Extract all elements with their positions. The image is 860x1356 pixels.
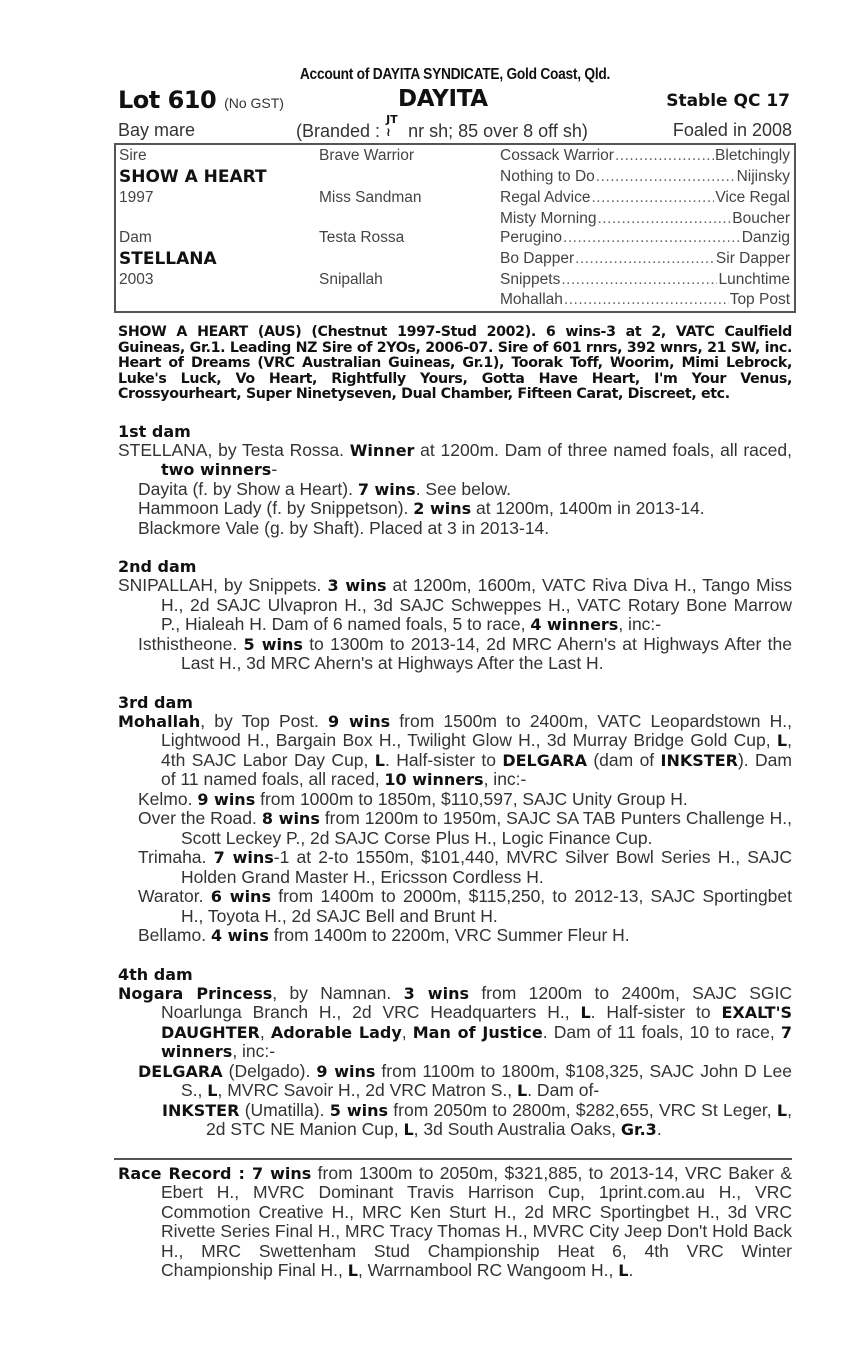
race-record-divider — [114, 1158, 792, 1160]
grandparent-sire: Nijinsky — [736, 168, 790, 185]
text-run: , by Top Post. — [200, 710, 328, 731]
dam-label: Dam — [119, 229, 152, 246]
bold-text: 5 wins — [329, 1100, 389, 1120]
dam-section — [118, 558, 792, 674]
bold-text: 9 wins — [197, 789, 256, 809]
bold-text: 6 wins — [210, 887, 271, 906]
text-run: at 1200m, 1600m, VATC Riva Diva H., Tango Miss H., 2d SAJC Ulvapron H., 3d SAJC Schweppes H., VATC Rotary Bone Marrow P., Hialeah H. Dam of 6 named foals, 5 to race, — [161, 575, 792, 634]
leader-dots — [575, 250, 715, 268]
race-record — [118, 1164, 792, 1281]
bold-text: Winner — [349, 440, 415, 460]
text-run: Isthistheone. — [138, 633, 244, 654]
bold-text: 7 wins — [213, 848, 274, 867]
progeny-entry — [118, 790, 792, 810]
grandparent-name: Snippets — [500, 271, 561, 288]
text-run: from 1200m to 1950m, SAJC SA TAB Punters Challenge H., Scott Leckey P., 2d SAJC Corse Plus H., Logic Finance Cup. — [181, 808, 793, 848]
text-run: , inc:- — [232, 1041, 276, 1061]
dam-year: 2003 — [119, 271, 154, 288]
text-run: at 1200m. Dam of three named foals, all raced, — [414, 439, 792, 460]
lot-label: Lot 610 — [118, 86, 217, 114]
text-run: . Half-sister to — [590, 1002, 722, 1022]
text-run: , — [401, 1021, 413, 1042]
text-run: Trimaha. — [138, 847, 214, 867]
grandparent-name: Bo Dapper — [500, 250, 575, 267]
dam-entry — [118, 441, 792, 480]
bold-text: EXALT'S DAUGHTER — [161, 1003, 792, 1042]
text-run: (Umatilla). — [239, 1099, 330, 1120]
horse-name: DAYITA — [398, 86, 488, 112]
sex-colour: Bay mare — [118, 120, 196, 140]
text-run: Dayita (f. by Show a Heart). — [138, 478, 358, 499]
text-run: (dam of — [586, 749, 661, 770]
text-run: Blackmore Vale (g. by Shaft). Placed at 3 in 2013-14. — [138, 517, 550, 538]
grandparent-sire: Lunchtime — [718, 271, 790, 288]
text-run: , 3d South Australia Oaks, — [413, 1119, 621, 1139]
grandparent-row — [500, 291, 790, 309]
progeny-entry — [118, 848, 792, 887]
bold-text: L — [374, 750, 385, 770]
bold-text: Race Record : 7 wins — [118, 1163, 312, 1183]
horse-details — [118, 114, 792, 142]
grandparent-sire: Top Post — [729, 291, 790, 308]
grandparent-name: Perugino — [500, 229, 563, 246]
text-run: Over the Road. — [138, 808, 262, 828]
progeny-entry — [118, 480, 792, 500]
bold-text: 10 winners — [384, 770, 484, 789]
progeny-entry — [118, 635, 792, 674]
leader-dots — [563, 229, 741, 247]
grandparent-name: Nothing to Do — [500, 168, 595, 185]
brand-mark-icon — [385, 113, 403, 140]
bold-text: 8 wins — [261, 809, 320, 828]
bold-text: Mohallah — [118, 711, 201, 731]
grandparent-row — [500, 250, 790, 268]
text-run: from 1000m to 1850m, $110,597, SAJC Unity Group H. — [255, 788, 688, 809]
grandparent-sire: Sir Dapper — [715, 250, 790, 267]
grandparent-row — [500, 189, 790, 207]
bold-text: 3 wins — [327, 576, 387, 595]
bold-text: 3 wins — [403, 983, 469, 1003]
sire-name: SHOW A HEART — [119, 167, 267, 187]
grandparent-row — [500, 271, 790, 289]
text-run: at 1200m, 1400m in 2013-14. — [471, 498, 705, 518]
bold-text: DELGARA — [138, 1061, 223, 1081]
section-heading: 4th dam — [118, 964, 193, 984]
foaled-year: Foaled in 2008 — [672, 120, 792, 140]
text-run: ). Dam of 11 named foals, all raced, — [161, 749, 792, 789]
grandparent-row — [500, 210, 790, 228]
brand-mark-bottom: ≀ — [386, 125, 391, 139]
bold-text: L — [517, 1081, 528, 1100]
text-run: - — [271, 459, 278, 479]
dam-dam: Snipallah — [319, 271, 383, 288]
bold-text: L — [776, 1100, 788, 1120]
bold-text: 7 winners — [161, 1022, 792, 1061]
bold-text: Gr.3 — [620, 1120, 657, 1139]
dam-section — [118, 966, 792, 1140]
bold-text: INKSTER — [660, 750, 738, 770]
dam-section — [118, 423, 792, 539]
sire-year: 1997 — [119, 189, 154, 206]
progeny-entry — [118, 499, 792, 519]
text-run: , by Namnan. — [272, 982, 404, 1003]
bold-text: DELGARA — [502, 750, 587, 770]
text-run: , Warrnambool RC Wangoom H., — [357, 1260, 619, 1280]
text-run: from 1100m to 1800m, $108,325, SAJC John D Lee S., — [181, 1060, 792, 1100]
text-run: from 1400m to 2000m, $115,250, to 2012-13, SAJC Sportingbet H., Toyota H., 2d SAJC Bell and Brunt H. — [181, 886, 793, 926]
dam-entry — [118, 984, 792, 1062]
leader-dots — [615, 147, 714, 165]
brand-description — [296, 113, 588, 142]
family-sections — [118, 423, 792, 1140]
bold-text: L — [580, 1003, 591, 1022]
leader-dots — [597, 210, 731, 228]
section-heading: 3rd dam — [118, 692, 193, 712]
lot-number — [118, 86, 284, 114]
grandparent-name: Regal Advice — [500, 189, 591, 206]
section-heading: 1st dam — [118, 421, 191, 441]
dam-sire: Testa Rossa — [319, 229, 405, 246]
dam-section — [118, 694, 792, 946]
bold-text: Man of Justice — [412, 1022, 543, 1042]
lot-header — [118, 86, 792, 114]
bold-text: 4 winners — [530, 615, 619, 634]
grandparent-row — [500, 168, 790, 186]
grandparent-name: Misty Morning — [500, 210, 597, 227]
text-run: -1 at 2-to 1550m, $101,440, MVRC Silver Bowl Series H., SAJC Holden Grand Master H., Ericsson Cordless H. — [181, 847, 792, 887]
grandparent-sire: Vice Regal — [715, 189, 790, 206]
bold-text: 4 wins — [210, 926, 269, 945]
bold-text: 9 wins — [327, 711, 391, 731]
text-run: , inc:- — [483, 769, 527, 789]
text-run: from 1200m to 2400m, SAJC SGIC Noarlunga Branch H., 2d VRC Headquarters H., — [161, 982, 792, 1022]
bold-text: L — [776, 731, 788, 750]
bold-text: Nogara Princess — [118, 983, 273, 1003]
grandparent-name: Cossack Warrior — [500, 147, 614, 164]
leader-dots — [596, 168, 736, 186]
text-run: . Dam of 11 foals, 10 to race, — [542, 1021, 781, 1042]
progeny-entry — [118, 926, 792, 946]
text-run: . — [656, 1119, 662, 1139]
progeny-entry — [118, 887, 792, 926]
dam-entry — [118, 712, 792, 790]
text-run: (Delgado). — [222, 1060, 317, 1081]
bold-text: Adorable Lady — [270, 1022, 402, 1042]
bold-text: L — [207, 1081, 218, 1100]
text-run: , 2d STC NE Manion Cup, — [206, 1099, 792, 1139]
dam-entry — [118, 576, 792, 635]
brand-prefix: (Branded : — [296, 121, 386, 141]
bold-text: L — [347, 1261, 358, 1280]
text-run: from 2050m to 2800m, $282,655, VRC St Leger, — [388, 1099, 777, 1120]
dam-name: STELLANA — [119, 249, 217, 269]
text-run: from 1300m to 2050m, $321,885, to 2013-14, VRC Baker & Ebert H., MVRC Dominant Travis Harrison Cup, 1print.com.au H., VRC Commotion Creative H., MRC Ken Sturt H., 2d MRC Sportingbet H., 3d VRC Rivette Series Final H., MRC Tracy Thomas H., MVRC City Jeep Don't Hold Back H., MRC Swettenham Stud Championship Heat 6, 4th VRC Winter Championship Final H., — [161, 1162, 793, 1280]
pedigree-table — [114, 143, 796, 313]
text-run: SNIPALLAH, by Snippets. — [118, 575, 328, 595]
bold-text: INKSTER — [162, 1100, 240, 1120]
brand-mark-top: JT — [386, 113, 398, 126]
progeny-entry — [118, 1101, 792, 1140]
text-run: Hammoon Lady (f. by Snippetson). — [138, 498, 414, 518]
progeny-entry — [118, 809, 792, 848]
text-run: to 1300m to 2013-14, 2d MRC Ahern's at Highways After the Last H., 3d MRC Ahern's at Highways After the Last H. — [181, 633, 792, 673]
progeny-entry — [118, 519, 792, 539]
text-run: . Half-sister to — [384, 749, 503, 770]
bold-text: two winners — [161, 460, 272, 479]
text-run: from 1400m to 2200m, VRC Summer Fleur H. — [268, 925, 630, 945]
sire-label: Sire — [119, 147, 147, 164]
brand-suffix: nr sh; 85 over 8 off sh) — [403, 121, 588, 141]
text-run: Kelmo. — [138, 788, 198, 809]
text-run: , inc:- — [618, 614, 662, 634]
sire-sire: Brave Warrior — [319, 147, 415, 164]
bold-text: 5 wins — [243, 634, 303, 654]
leader-dots — [564, 291, 729, 309]
grandparent-sire: Bletchingly — [715, 147, 790, 164]
catalogue-page — [118, 64, 792, 1281]
leader-dots — [561, 271, 717, 289]
text-run: Warator. — [138, 886, 211, 906]
text-run: . — [628, 1260, 634, 1280]
bold-text: 2 wins — [413, 499, 472, 518]
vendor-account: Account of DAYITA SYNDICATE, Gold Coast, Qld. — [299, 66, 611, 83]
sire-dam: Miss Sandman — [319, 189, 422, 206]
stable-number: Stable QC 17 — [666, 91, 790, 111]
text-run: . See below. — [415, 478, 512, 499]
grandparent-row — [500, 147, 790, 165]
grandparent-sire: Boucher — [732, 210, 790, 227]
grandparent-name: Mohallah — [500, 291, 563, 308]
bold-text: 7 wins — [357, 479, 416, 499]
section-heading: 2nd dam — [118, 557, 197, 576]
text-run: STELLANA, by Testa Rossa. — [118, 439, 350, 460]
sire-biography: SHOW A HEART (AUS) (Chestnut 1997-Stud 2002). 6 wins-3 at 2, VATC Caulfield Guineas, Gr.1. Leading NZ Sire of 2YOs, 2006-07. Sire of 601 rnrs, 392 wnrs, 21 SW, inc. Heart of Dreams (VRC Australian Guineas, Gr.1), Toorak Toff, Woorim, Mimi Lebrock, Luke's Luck, Vo Heart, Rightfully Yours, Gotta Have Heart, I'm Your Venus, Crossyourheart, Super Ninetyseven, Dual Chamber, Fifteen Carat, Discreet, etc. — [118, 324, 792, 402]
bold-text: L — [618, 1261, 629, 1280]
grandparent-row — [500, 229, 790, 247]
leader-dots — [591, 189, 714, 207]
bold-text: 9 wins — [316, 1061, 376, 1081]
text-run: Bellamo. — [138, 925, 211, 945]
text-run: , MVRC Savoir H., 2d VRC Matron S., — [217, 1080, 517, 1100]
text-run: , 4th SAJC Labor Day Cup, — [161, 730, 792, 770]
grandparent-sire: Danzig — [741, 229, 790, 246]
bold-text: L — [403, 1120, 414, 1139]
progeny-entry — [118, 1062, 792, 1101]
text-run: , — [259, 1021, 271, 1042]
text-run: from 1500m to 2400m, VATC Leopardstown H., Lightwood H., Bargain Box H., Twilight Glow H., 3d Murray Bridge Gold Cup, — [161, 710, 792, 750]
gst-note: (No GST) — [224, 95, 284, 111]
text-run: . Dam of- — [527, 1080, 600, 1100]
